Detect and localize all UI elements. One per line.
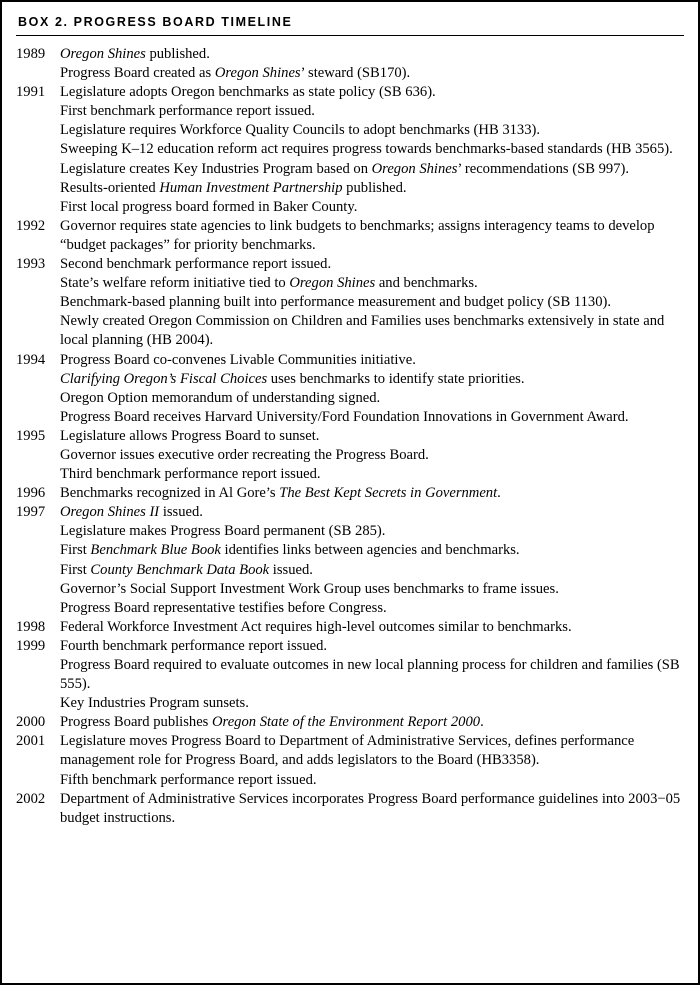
timeline-row [16, 351, 684, 427]
timeline-year: 1995 [16, 427, 46, 444]
title-divider [16, 35, 684, 36]
timeline-year: 1996 [16, 485, 46, 502]
timeline-year: 1997 [16, 504, 46, 521]
timeline-year: 1998 [16, 618, 46, 635]
timeline-events [60, 427, 684, 484]
timeline-year: 1992 [16, 217, 46, 234]
timeline-event: Progress Board publishes Oregon State of the Environment Report 2000. [60, 714, 484, 731]
timeline-year: 1989 [16, 46, 46, 62]
box-title: BOX 2. PROGRESS BOARD TIMELINE [18, 15, 293, 29]
timeline-event: Fifth benchmark performance report issued. [60, 771, 317, 788]
timeline-row [16, 217, 684, 255]
timeline-year: 1999 [16, 637, 46, 654]
timeline-event: Benchmark-based planning built into performance measurement and budget policy (SB 1130). [60, 294, 612, 311]
timeline-event: Benchmarks recognized in Al Gore’s The Best Kept Secrets in Government. [60, 485, 501, 502]
timeline-row [16, 484, 684, 503]
timeline-events [60, 83, 684, 217]
timeline-year: 2002 [16, 790, 46, 807]
timeline-event: Legislature moves Progress Board to Department of Administrative Services, defines performance management role for Progress Board, and adds legislators to the Board (HB3358). [60, 733, 635, 769]
timeline-event: First County Benchmark Data Book issued. [60, 561, 313, 578]
timeline-row [16, 45, 684, 83]
timeline-event: First benchmark performance report issued. [60, 103, 315, 120]
timeline-row [16, 618, 684, 637]
timeline-events [60, 484, 684, 503]
timeline-event: Governor issues executive order recreating the Progress Board. [60, 446, 429, 463]
timeline-events [60, 351, 684, 427]
timeline-event: Department of Administrative Services incorporates Progress Board performance guidelines into 2003−05 budget instructions. [60, 790, 681, 826]
timeline-year: 1993 [16, 256, 46, 273]
timeline-event: Legislature requires Workforce Quality Councils to adopt benchmarks (HB 3133). [60, 122, 541, 139]
timeline-event: Governor requires state agencies to link budgets to benchmarks; assigns interagency teams to develop “budget packages” for priority benchmarks. [60, 217, 655, 253]
timeline-event: Legislature creates Key Industries Program based on Oregon Shines’ recommendations (SB 997). [60, 160, 630, 177]
timeline-event: Oregon Option memorandum of understanding signed. [60, 389, 381, 406]
timeline-events [60, 255, 684, 350]
timeline-event: Progress Board representative testifies before Congress. [60, 599, 387, 616]
timeline-year: 2001 [16, 733, 46, 750]
timeline-event: Progress Board created as Oregon Shines’ steward (SB170). [60, 65, 411, 82]
timeline-event: Oregon Shines published. [60, 46, 210, 62]
timeline-event: Sweeping K–12 education reform act requires progress towards benchmarks-based standards (HB 3565). [60, 141, 673, 158]
timeline-event: Progress Board required to evaluate outcomes in new local planning process for children and families (SB 555). [60, 657, 680, 693]
timeline-year: 1994 [16, 351, 46, 368]
timeline-event: Oregon Shines II issued. [60, 504, 203, 521]
timeline-event: Progress Board co-convenes Livable Communities initiative. [60, 351, 416, 368]
timeline-row [16, 732, 684, 789]
timeline-event: Governor’s Social Support Investment Work Group uses benchmarks to frame issues. [60, 580, 559, 597]
timeline-event: Legislature adopts Oregon benchmarks as state policy (SB 636). [60, 84, 436, 101]
timeline-events [60, 217, 684, 255]
timeline-events [60, 713, 684, 732]
timeline-event: Second benchmark performance report issued. [60, 256, 332, 273]
timeline-events [60, 618, 684, 637]
timeline-event: Progress Board receives Harvard University/Ford Foundation Innovations in Government Award. [60, 408, 629, 425]
timeline-events [60, 732, 684, 789]
timeline-row [16, 713, 684, 732]
timeline-event: Third benchmark performance report issued. [60, 466, 321, 483]
timeline-event: First local progress board formed in Baker County. [60, 198, 358, 215]
timeline-row [16, 427, 684, 484]
timeline-row [16, 255, 684, 350]
timeline-year: 2000 [16, 714, 46, 731]
timeline-event: Clarifying Oregon’s Fiscal Choices uses benchmarks to identify state priorities. [60, 370, 525, 387]
timeline-row [16, 790, 684, 828]
timeline-event: Fourth benchmark performance report issued. [60, 637, 328, 654]
timeline-event: Newly created Oregon Commission on Children and Families uses benchmarks extensively in state and local planning (HB 2004). [60, 313, 665, 349]
timeline-event: Results-oriented Human Investment Partnership published. [60, 179, 407, 196]
timeline-events [60, 790, 684, 828]
timeline-events [60, 637, 684, 713]
timeline-body [16, 45, 684, 828]
timeline-events [60, 45, 684, 83]
timeline-row [16, 503, 684, 618]
timeline-event: Legislature allows Progress Board to sunset. [60, 427, 320, 444]
timeline-row [16, 637, 684, 713]
timeline-event: Legislature makes Progress Board permanent (SB 285). [60, 523, 386, 540]
timeline-row [16, 83, 684, 217]
timeline-table [16, 45, 684, 828]
timeline-events [60, 503, 684, 618]
timeline-event: State’s welfare reform initiative tied to Oregon Shines and benchmarks. [60, 275, 478, 292]
timeline-event: Federal Workforce Investment Act requires high-level outcomes similar to benchmarks. [60, 618, 572, 635]
timeline-year: 1991 [16, 84, 46, 101]
timeline-event: Key Industries Program sunsets. [60, 695, 249, 712]
timeline-event: First Benchmark Blue Book identifies links between agencies and benchmarks. [60, 542, 520, 559]
